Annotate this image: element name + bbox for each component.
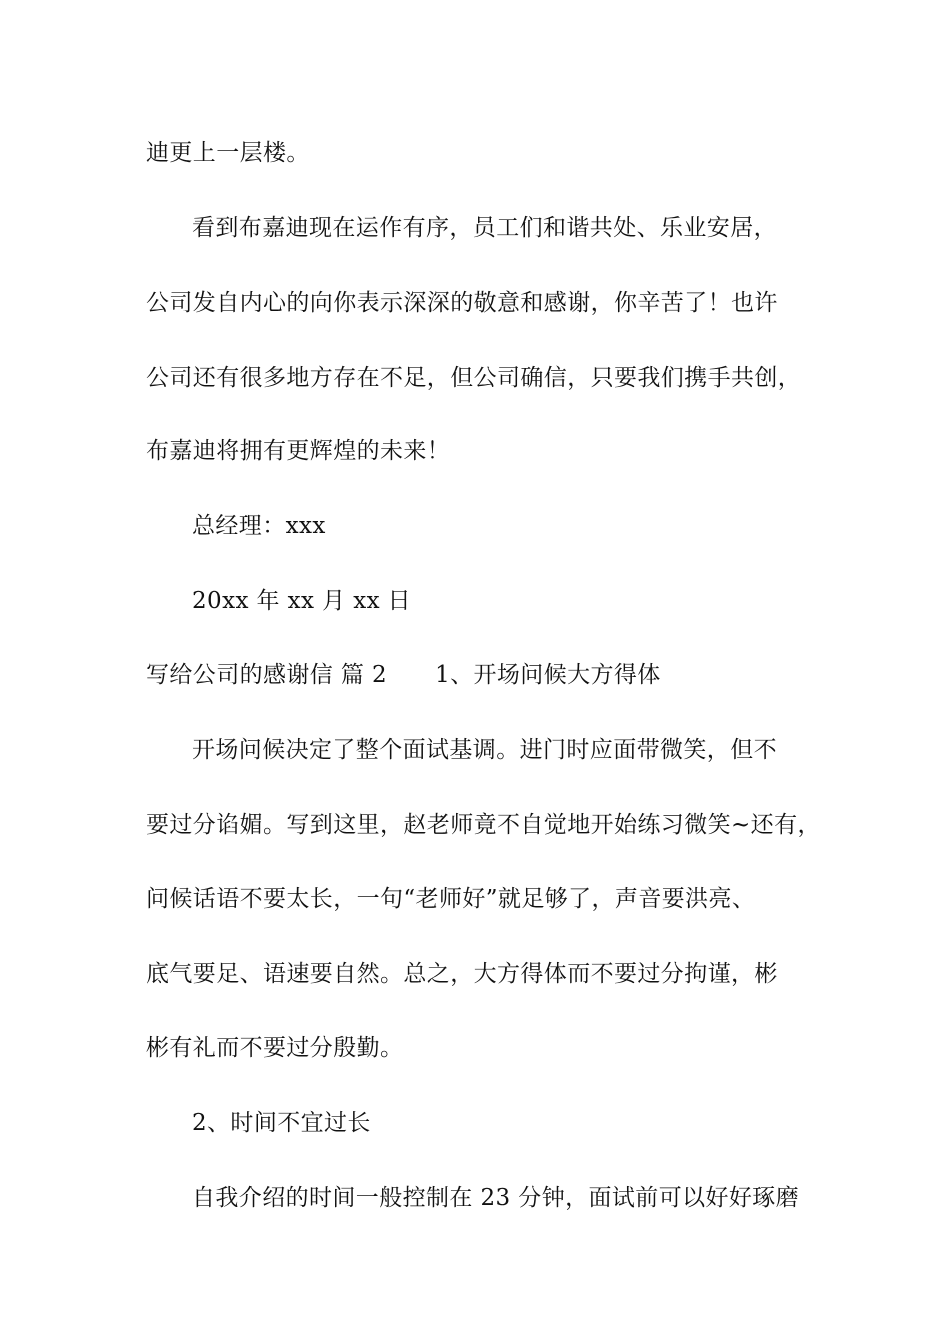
paragraph-line: 底气要足、语速要自然。总之，大方得体而不要过分拘谨，彬 <box>146 961 778 987</box>
paragraph-line: 公司发自内心的向你表示深深的敬意和感谢，你辛苦了！也许 <box>146 290 778 316</box>
paragraph-line: 问候话语不要太长，一句“老师好”就足够了，声音要洪亮、 <box>146 886 756 912</box>
subheading: 2、时间不宜过长 <box>192 1110 371 1136</box>
paragraph-line: 自我介绍的时间一般控制在 23 分钟，面试前可以好好琢磨 <box>192 1185 800 1211</box>
paragraph-line: 要过分谄媚。写到这里，赵老师竟不自觉地开始练习微笑~还有， <box>146 812 821 838</box>
section-heading <box>146 660 661 690</box>
paragraph-line: 迪更上一层楼。 <box>146 140 310 166</box>
paragraph-line: 开场问候决定了整个面试基调。进门时应面带微笑，但不 <box>192 737 777 763</box>
section-title: 写给公司的感谢信 篇 2 <box>146 662 388 688</box>
paragraph-line: 彬有礼而不要过分殷勤。 <box>146 1035 404 1061</box>
signature-date: 20xx 年 xx 月 xx 日 <box>192 588 412 614</box>
paragraph-line: 布嘉迪将拥有更辉煌的未来！ <box>146 438 451 464</box>
paragraph-line: 看到布嘉迪现在运作有序，员工们和谐共处、乐业安居， <box>192 215 777 241</box>
section-subtitle: 1、开场问候大方得体 <box>435 662 661 688</box>
paragraph-line: 公司还有很多地方存在不足，但公司确信，只要我们携手共创， <box>146 365 802 391</box>
signature-manager: 总经理：xxx <box>192 513 326 539</box>
